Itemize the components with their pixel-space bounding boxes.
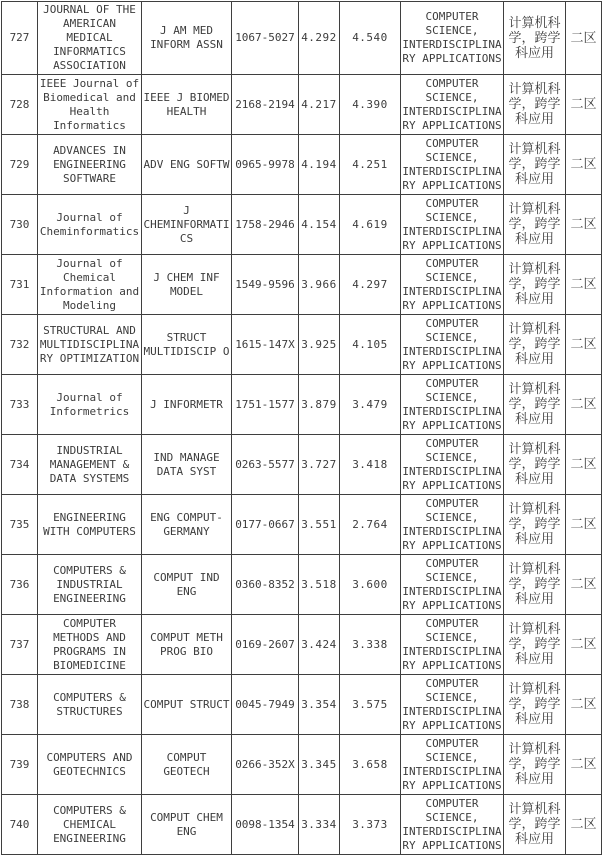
category-en-cell: COMPUTER SCIENCE, INTERDISCIPLINARY APPLICATIONS (401, 375, 504, 435)
tier-cell: 二区 (566, 135, 602, 195)
category-cn-cell: 计算机科学，跨学科应用 (504, 735, 566, 795)
table-row (2, 195, 602, 255)
impact-factor-cell: 3.551 (299, 495, 340, 555)
table-row (2, 375, 602, 435)
issn-cell: 0169-2607 (232, 615, 299, 675)
tier-cell: 二区 (566, 375, 602, 435)
journal-abbrev-cell: J AM MED INFORM ASSN (142, 2, 232, 75)
tier-cell: 二区 (566, 2, 602, 75)
category-cn-cell: 计算机科学，跨学科应用 (504, 195, 566, 255)
impact-factor-5yr-cell: 4.390 (340, 75, 401, 135)
journal-name-cell: Journal of Chemical Information and Modeling (38, 255, 142, 315)
impact-factor-cell: 4.292 (299, 2, 340, 75)
journal-name-cell: INDUSTRIAL MANAGEMENT & DATA SYSTEMS (38, 435, 142, 495)
journal-abbrev-cell: COMPUT STRUCT (142, 675, 232, 735)
journal-name-cell: STRUCTURAL AND MULTIDISCIPLINARY OPTIMIZATION (38, 315, 142, 375)
journal-abbrev-cell: COMPUT METH PROG BIO (142, 615, 232, 675)
issn-cell: 1751-1577 (232, 375, 299, 435)
journal-abbrev-cell: J INFORMETR (142, 375, 232, 435)
impact-factor-5yr-cell: 3.338 (340, 615, 401, 675)
table-row (2, 495, 602, 555)
category-cn-cell: 计算机科学，跨学科应用 (504, 495, 566, 555)
impact-factor-5yr-cell: 3.575 (340, 675, 401, 735)
issn-cell: 0045-7949 (232, 675, 299, 735)
row-number-cell: 740 (2, 795, 38, 855)
impact-factor-5yr-cell: 2.764 (340, 495, 401, 555)
journal-abbrev-cell: IEEE J BIOMED HEALTH (142, 75, 232, 135)
category-cn-cell: 计算机科学，跨学科应用 (504, 615, 566, 675)
tier-cell: 二区 (566, 675, 602, 735)
tier-cell: 二区 (566, 615, 602, 675)
journal-ranking-table (1, 1, 602, 855)
category-en-cell: COMPUTER SCIENCE, INTERDISCIPLINARY APPLICATIONS (401, 135, 504, 195)
impact-factor-cell: 3.334 (299, 795, 340, 855)
category-en-cell: COMPUTER SCIENCE, INTERDISCIPLINARY APPLICATIONS (401, 615, 504, 675)
impact-factor-cell: 3.345 (299, 735, 340, 795)
impact-factor-5yr-cell: 4.540 (340, 2, 401, 75)
row-number-cell: 730 (2, 195, 38, 255)
impact-factor-cell: 3.966 (299, 255, 340, 315)
tier-cell: 二区 (566, 75, 602, 135)
row-number-cell: 736 (2, 555, 38, 615)
impact-factor-5yr-cell: 4.251 (340, 135, 401, 195)
category-cn-cell: 计算机科学，跨学科应用 (504, 375, 566, 435)
journal-name-cell: ADVANCES IN ENGINEERING SOFTWARE (38, 135, 142, 195)
tier-cell: 二区 (566, 795, 602, 855)
impact-factor-cell: 3.354 (299, 675, 340, 735)
table-row (2, 75, 602, 135)
issn-cell: 0098-1354 (232, 795, 299, 855)
issn-cell: 0266-352X (232, 735, 299, 795)
tier-cell: 二区 (566, 435, 602, 495)
table-row (2, 795, 602, 855)
category-cn-cell: 计算机科学，跨学科应用 (504, 255, 566, 315)
row-number-cell: 735 (2, 495, 38, 555)
journal-name-cell: COMPUTERS AND GEOTECHNICS (38, 735, 142, 795)
tier-cell: 二区 (566, 495, 602, 555)
category-cn-cell: 计算机科学，跨学科应用 (504, 555, 566, 615)
category-en-cell: COMPUTER SCIENCE, INTERDISCIPLINARY APPLICATIONS (401, 495, 504, 555)
category-en-cell: COMPUTER SCIENCE, INTERDISCIPLINARY APPLICATIONS (401, 435, 504, 495)
issn-cell: 1615-147X (232, 315, 299, 375)
impact-factor-5yr-cell: 4.105 (340, 315, 401, 375)
row-number-cell: 737 (2, 615, 38, 675)
journal-abbrev-cell: STRUCT MULTIDISCIP O (142, 315, 232, 375)
category-cn-cell: 计算机科学，跨学科应用 (504, 435, 566, 495)
journal-name-cell: IEEE Journal of Biomedical and Health Informatics (38, 75, 142, 135)
category-cn-cell: 计算机科学，跨学科应用 (504, 675, 566, 735)
journal-name-cell: COMPUTERS & CHEMICAL ENGINEERING (38, 795, 142, 855)
row-number-cell: 727 (2, 2, 38, 75)
category-en-cell: COMPUTER SCIENCE, INTERDISCIPLINARY APPLICATIONS (401, 2, 504, 75)
table-row (2, 615, 602, 675)
category-cn-cell: 计算机科学，跨学科应用 (504, 135, 566, 195)
journal-abbrev-cell: ENG COMPUT-GERMANY (142, 495, 232, 555)
row-number-cell: 728 (2, 75, 38, 135)
journal-name-cell: JOURNAL OF THE AMERICAN MEDICAL INFORMATICS ASSOCIATION (38, 2, 142, 75)
row-number-cell: 733 (2, 375, 38, 435)
table-row (2, 255, 602, 315)
impact-factor-5yr-cell: 3.373 (340, 795, 401, 855)
table-row (2, 735, 602, 795)
category-en-cell: COMPUTER SCIENCE, INTERDISCIPLINARY APPLICATIONS (401, 75, 504, 135)
tier-cell: 二区 (566, 255, 602, 315)
impact-factor-5yr-cell: 3.418 (340, 435, 401, 495)
category-en-cell: COMPUTER SCIENCE, INTERDISCIPLINARY APPLICATIONS (401, 195, 504, 255)
impact-factor-cell: 3.424 (299, 615, 340, 675)
row-number-cell: 729 (2, 135, 38, 195)
impact-factor-cell: 3.518 (299, 555, 340, 615)
impact-factor-cell: 3.879 (299, 375, 340, 435)
impact-factor-cell: 3.925 (299, 315, 340, 375)
journal-name-cell: COMPUTER METHODS AND PROGRAMS IN BIOMEDICINE (38, 615, 142, 675)
journal-abbrev-cell: COMPUT CHEM ENG (142, 795, 232, 855)
journal-name-cell: COMPUTERS & STRUCTURES (38, 675, 142, 735)
category-en-cell: COMPUTER SCIENCE, INTERDISCIPLINARY APPLICATIONS (401, 675, 504, 735)
row-number-cell: 738 (2, 675, 38, 735)
table-row (2, 675, 602, 735)
table-row (2, 2, 602, 75)
category-en-cell: COMPUTER SCIENCE, INTERDISCIPLINARY APPLICATIONS (401, 735, 504, 795)
category-cn-cell: 计算机科学，跨学科应用 (504, 795, 566, 855)
issn-cell: 0177-0667 (232, 495, 299, 555)
tier-cell: 二区 (566, 195, 602, 255)
journal-abbrev-cell: J CHEMINFORMATICS (142, 195, 232, 255)
issn-cell: 2168-2194 (232, 75, 299, 135)
journal-name-cell: Journal of Informetrics (38, 375, 142, 435)
impact-factor-cell: 4.154 (299, 195, 340, 255)
journal-name-cell: ENGINEERING WITH COMPUTERS (38, 495, 142, 555)
issn-cell: 0360-8352 (232, 555, 299, 615)
category-cn-cell: 计算机科学，跨学科应用 (504, 315, 566, 375)
journal-abbrev-cell: IND MANAGE DATA SYST (142, 435, 232, 495)
table-row (2, 555, 602, 615)
journal-abbrev-cell: ADV ENG SOFTW (142, 135, 232, 195)
category-en-cell: COMPUTER SCIENCE, INTERDISCIPLINARY APPLICATIONS (401, 315, 504, 375)
row-number-cell: 731 (2, 255, 38, 315)
tier-cell: 二区 (566, 735, 602, 795)
journal-name-cell: COMPUTERS & INDUSTRIAL ENGINEERING (38, 555, 142, 615)
journal-abbrev-cell: J CHEM INF MODEL (142, 255, 232, 315)
category-en-cell: COMPUTER SCIENCE, INTERDISCIPLINARY APPLICATIONS (401, 255, 504, 315)
row-number-cell: 734 (2, 435, 38, 495)
impact-factor-cell: 3.727 (299, 435, 340, 495)
category-en-cell: COMPUTER SCIENCE, INTERDISCIPLINARY APPLICATIONS (401, 795, 504, 855)
impact-factor-5yr-cell: 3.479 (340, 375, 401, 435)
journal-name-cell: Journal of Cheminformatics (38, 195, 142, 255)
impact-factor-5yr-cell: 3.658 (340, 735, 401, 795)
category-cn-cell: 计算机科学，跨学科应用 (504, 75, 566, 135)
row-number-cell: 732 (2, 315, 38, 375)
tier-cell: 二区 (566, 315, 602, 375)
table-row (2, 135, 602, 195)
impact-factor-cell: 4.194 (299, 135, 340, 195)
issn-cell: 1758-2946 (232, 195, 299, 255)
impact-factor-cell: 4.217 (299, 75, 340, 135)
impact-factor-5yr-cell: 4.297 (340, 255, 401, 315)
category-en-cell: COMPUTER SCIENCE, INTERDISCIPLINARY APPLICATIONS (401, 555, 504, 615)
tier-cell: 二区 (566, 555, 602, 615)
category-cn-cell: 计算机科学，跨学科应用 (504, 2, 566, 75)
issn-cell: 0263-5577 (232, 435, 299, 495)
row-number-cell: 739 (2, 735, 38, 795)
table-body (2, 2, 602, 855)
issn-cell: 0965-9978 (232, 135, 299, 195)
issn-cell: 1067-5027 (232, 2, 299, 75)
table-row (2, 435, 602, 495)
impact-factor-5yr-cell: 4.619 (340, 195, 401, 255)
journal-abbrev-cell: COMPUT IND ENG (142, 555, 232, 615)
table-row (2, 315, 602, 375)
journal-abbrev-cell: COMPUT GEOTECH (142, 735, 232, 795)
impact-factor-5yr-cell: 3.600 (340, 555, 401, 615)
issn-cell: 1549-9596 (232, 255, 299, 315)
